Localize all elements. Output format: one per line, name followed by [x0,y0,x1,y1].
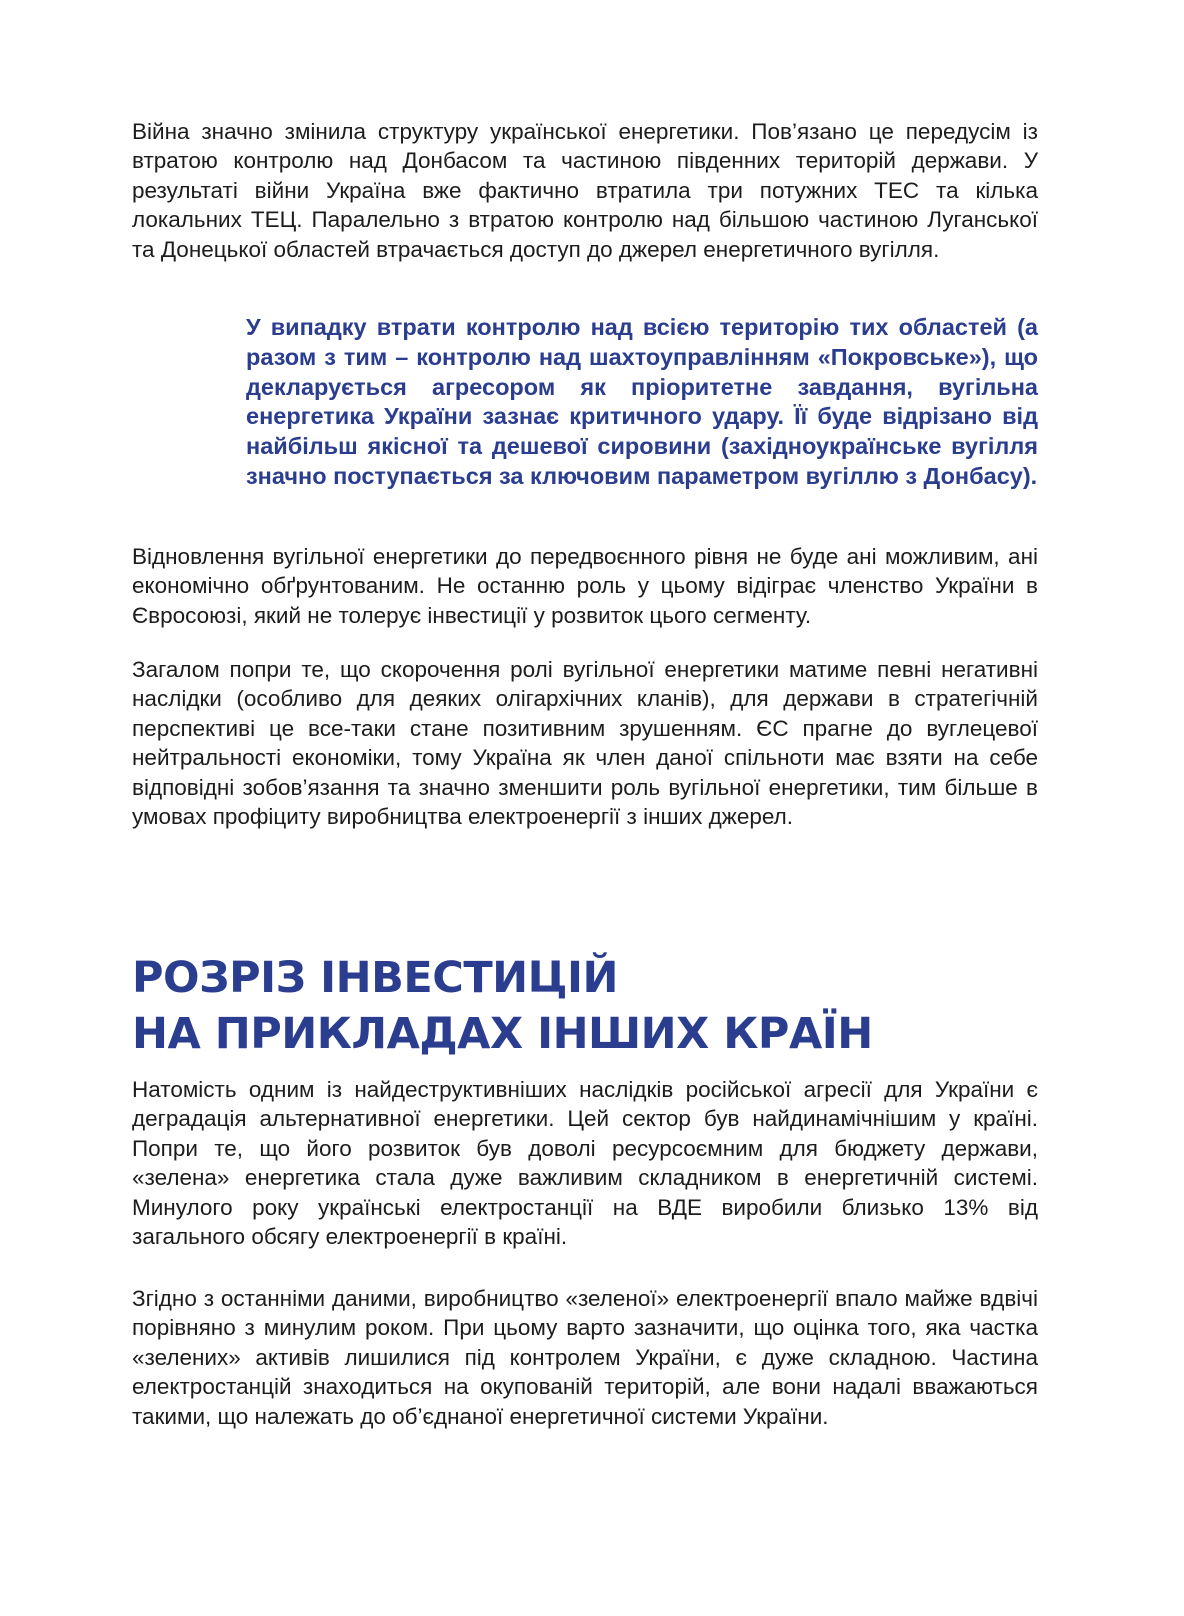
paragraph-coal-restoration: Відновлення вугільної енергетики до передвоєнного рівня не буде ані можливим, ані економічно обґрунтованим. Не останню роль у цьому відіграє членство України в Євросоюзі, який не толерує інвестиції у розвиток цього сегменту. [132,544,1038,628]
section-heading [132,950,1038,1062]
highlighted-quote: У випадку втрати контролю над всією територію тих областей (а разом з тим – контролю над шахтоуправлінням «Покровське»), що декларується агресором як пріоритетне завдання, вугільна енергетика України зазнає критичного удару. Її буде відрізано від найбільш якісної та дешевої сировини (західноукраїнське вугілля значно поступається за ключовим параметром вугіллю з Донбасу). [246,314,1038,489]
paragraph-alternative-energy: Натомість одним із найдеструктивніших наслідків російської агресії для України є деградація альтернативної енергетики. Цей сектор був найдинамічнішим у країні. Попри те, що його розвиток був доволі ресурсоємним для бюджету держави, «зелена» енергетика стала дуже важливим складником в енергетичній системі. Минулого року українські електростанції на ВДЕ виробили близько 13% від загального обсягу електроенергії в країні. [132,1077,1038,1250]
paragraph-war-energy-structure: Війна значно змінила структуру української енергетики. Пов’язано це передусім із втратою контролю над Донбасом та частиною південних територій держави. У результаті війни Україна вже фактично втратила три потужних ТЕС та кілька локальних ТЕЦ. Паралельно з втратою контролю над більшою частиною Луганської та Донецької областей втрачається доступ до джерел енергетичного вугілля. [132,119,1038,262]
section-heading-line-2: НА ПРИКЛАДАХ ІНШИХ КРАЇН [132,1009,873,1059]
paragraph-green-energy-data: Згідно з останніми даними, виробництво «зеленої» електроенергії впало майже вдвічі порівняно з минулим роком. При цьому варто зазначити, що оцінка того, яка частка «зелених» активів лишилися під контролем України, є дуже складною. Частина електростанцій знаходиться на окупованій територій, але вони надалі вважаються такими, що належать до об’єднаної енергетичної системи України. [132,1286,1038,1429]
section-heading-line-1: РОЗРІЗ ІНВЕСТИЦІЙ [132,953,619,1003]
paragraph-coal-reduction: Загалом попри те, що скорочення ролі вугільної енергетики матиме певні негативні наслідки (особливо для деяких олігархічних кланів), для держави в стратегічній перспективі це все-таки стане позитивним зрушенням. ЄС прагне до вуглецевої нейтральності економіки, тому Україна як член даної спільноти має взяти на себе відповідні зобов’язання та значно зменшити роль вугільної енергетики, тим більше в умовах профіциту виробництва електроенергії з інших джерел. [132,657,1038,830]
